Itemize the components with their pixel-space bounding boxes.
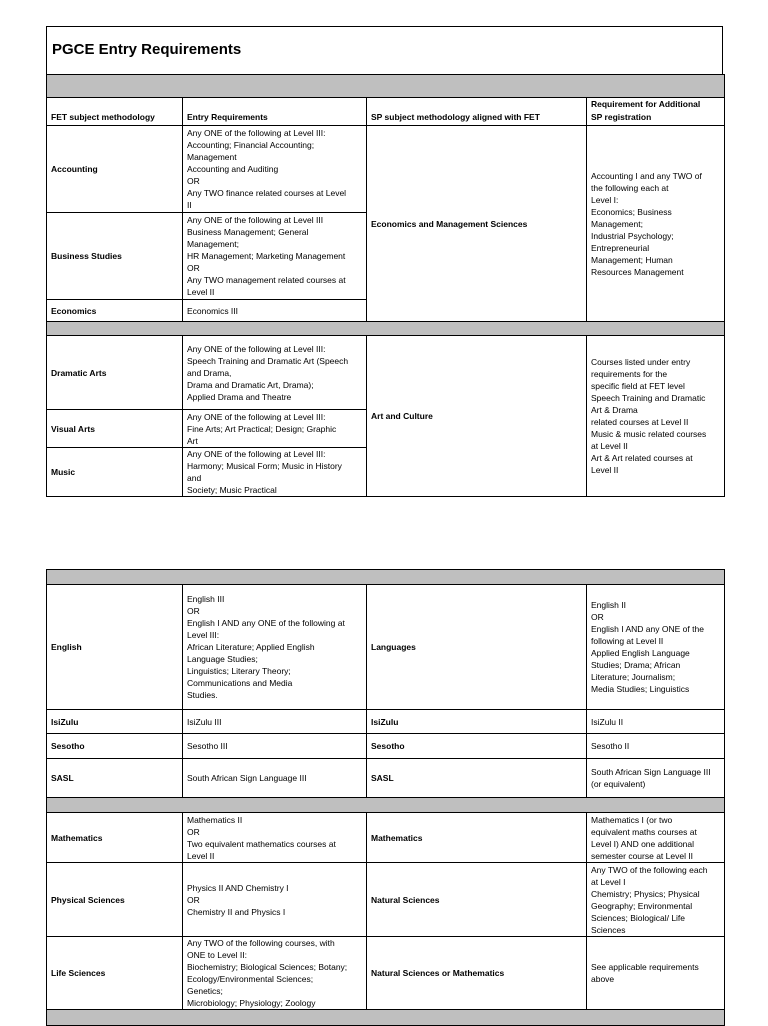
fet-subject: IsiZulu bbox=[47, 710, 183, 734]
entry-requirement: Any ONE of the following at Level III: Accounting; Financial Accounting; Management Accounting and Auditing OR Any TWO finance related courses at Level II bbox=[183, 126, 367, 213]
additional-requirement: Courses listed under entry requirements for the specific field at FET level Speech Training and Dramatic Art & Drama related courses at Level II Music & music related courses at Level II Art & Art related courses at Level II bbox=[587, 336, 725, 497]
entry-requirement: Any ONE of the following at Level III: Harmony; Musical Form; Music in History and Society; Music Practical bbox=[183, 448, 367, 497]
fet-subject: Business Studies bbox=[47, 213, 183, 300]
additional-requirement: Sesotho II bbox=[587, 734, 725, 759]
table-row bbox=[47, 336, 725, 410]
section-separator bbox=[47, 798, 725, 813]
section-separator bbox=[47, 1010, 725, 1026]
requirements-table-bottom bbox=[46, 569, 725, 1026]
table-row bbox=[47, 126, 725, 213]
entry-requirement: English III OR English I AND any ONE of the following at Level III: African Literature; Applied English Language Studies; Linguistics; Literary Theory; Communications and Media Studies. bbox=[183, 585, 367, 710]
section-separator bbox=[47, 75, 725, 98]
header-entry: Entry Requirements bbox=[183, 98, 367, 126]
section-separator bbox=[47, 322, 725, 336]
fet-subject: Visual Arts bbox=[47, 410, 183, 448]
entry-requirement: Sesotho III bbox=[183, 734, 367, 759]
sp-subject: Art and Culture bbox=[367, 336, 587, 497]
fet-subject: English bbox=[47, 585, 183, 710]
fet-subject: Music bbox=[47, 448, 183, 497]
header-sp: SP subject methodology aligned with FET bbox=[367, 98, 587, 126]
fet-subject: Physical Sciences bbox=[47, 863, 183, 937]
header-fet: FET subject methodology bbox=[47, 98, 183, 126]
sp-subject: Sesotho bbox=[367, 734, 587, 759]
sp-subject: Languages bbox=[367, 585, 587, 710]
header-row bbox=[47, 98, 725, 126]
sp-subject: Mathematics bbox=[367, 813, 587, 863]
additional-requirement: Any TWO of the following each at Level I Chemistry; Physics; Physical Geography; Environmental Sciences; Biological/ Life Sciences bbox=[587, 863, 725, 937]
fet-subject: Accounting bbox=[47, 126, 183, 213]
sp-subject: Economics and Management Sciences bbox=[367, 126, 587, 322]
additional-requirement: Accounting I and any TWO of the following each at Level I: Economics; Business Management; Industrial Psychology; Entrepreneurial Management; Human Resources Management bbox=[587, 126, 725, 322]
entry-requirement: Any ONE of the following at Level III: Speech Training and Dramatic Art (Speech and Drama, Drama and Dramatic Art, Drama); Applied Drama and Theatre bbox=[183, 336, 367, 410]
section-separator bbox=[47, 570, 725, 585]
document-title: PGCE Entry Requirements bbox=[46, 26, 723, 75]
sp-subject: IsiZulu bbox=[367, 710, 587, 734]
fet-subject: Economics bbox=[47, 300, 183, 322]
sp-subject: Natural Sciences bbox=[367, 863, 587, 937]
table-row bbox=[47, 734, 725, 759]
table-row bbox=[47, 813, 725, 863]
entry-requirement: Any TWO of the following courses, with ONE to Level II: Biochemistry; Biological Sciences; Botany; Ecology/Environmental Sciences; Genetics; Microbiology; Physiology; Zoology bbox=[183, 937, 367, 1010]
table-row bbox=[47, 585, 725, 710]
sp-subject: Natural Sciences or Mathematics bbox=[367, 937, 587, 1010]
entry-requirement: Physics II AND Chemistry I OR Chemistry II and Physics I bbox=[183, 863, 367, 937]
fet-subject: Mathematics bbox=[47, 813, 183, 863]
table-row bbox=[47, 937, 725, 1010]
entry-requirement: Any ONE of the following at Level III Business Management; General Management; HR Management; Marketing Management OR Any TWO management related courses at Level II bbox=[183, 213, 367, 300]
header-additional: Requirement for Additional SP registration bbox=[587, 98, 725, 126]
fet-subject: Dramatic Arts bbox=[47, 336, 183, 410]
fet-subject: Sesotho bbox=[47, 734, 183, 759]
fet-subject: SASL bbox=[47, 759, 183, 798]
requirements-table-top bbox=[46, 74, 725, 497]
entry-requirement: Mathematics II OR Two equivalent mathematics courses at Level II bbox=[183, 813, 367, 863]
additional-requirement: Mathematics I (or two equivalent maths courses at Level I) AND one additional semester course at Level II bbox=[587, 813, 725, 863]
sp-subject: SASL bbox=[367, 759, 587, 798]
entry-requirement: Economics III bbox=[183, 300, 367, 322]
entry-requirement: Any ONE of the following at Level III: Fine Arts; Art Practical; Design; Graphic Art bbox=[183, 410, 367, 448]
additional-requirement: See applicable requirements above bbox=[587, 937, 725, 1010]
fet-subject: Life Sciences bbox=[47, 937, 183, 1010]
additional-requirement: IsiZulu II bbox=[587, 710, 725, 734]
table-row bbox=[47, 863, 725, 937]
additional-requirement: South African Sign Language III (or equivalent) bbox=[587, 759, 725, 798]
table-row bbox=[47, 710, 725, 734]
additional-requirement: English II OR English I AND any ONE of the following at Level II Applied English Language Studies; Drama; African Literature; Journalism; Media Studies; Linguistics bbox=[587, 585, 725, 710]
entry-requirement: IsiZulu III bbox=[183, 710, 367, 734]
table-row bbox=[47, 759, 725, 798]
entry-requirement: South African Sign Language III bbox=[183, 759, 367, 798]
